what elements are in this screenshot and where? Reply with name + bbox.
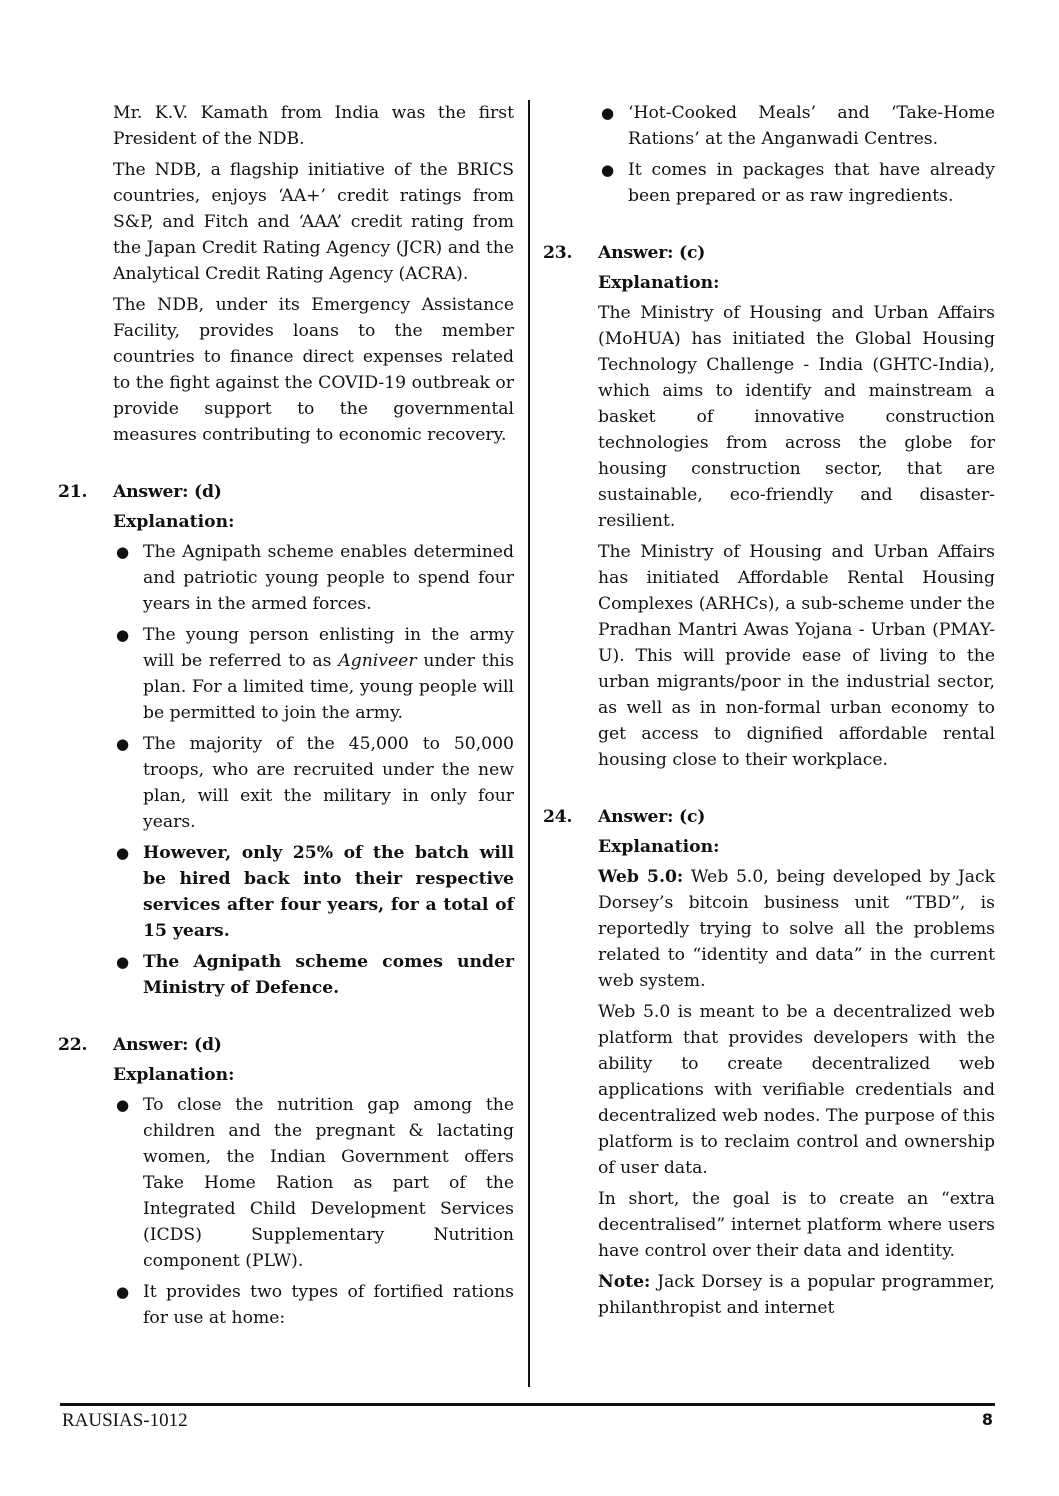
- intro-paragraph: Mr. K.V. Kamath from India was the first President of the NDB.: [113, 103, 514, 149]
- explanation-label: Explanation:: [113, 512, 235, 532]
- text-run: under this plan. For a limited time, young people will be permitted to join the army.: [143, 651, 515, 723]
- list-item: [113, 1279, 514, 1331]
- bullet-icon: ●: [116, 735, 130, 753]
- answer-heading-21: [58, 479, 514, 505]
- answer-heading-23: [543, 240, 995, 266]
- bullet-text: It comes in packages that have already been prepared or as raw ingredients.: [628, 160, 995, 206]
- list-item: [598, 100, 995, 152]
- question-number: 22.: [58, 1035, 88, 1055]
- note-paragraph: [543, 1269, 995, 1321]
- spacer: [58, 1006, 514, 1032]
- bullet-list-22: [58, 1092, 514, 1331]
- bullet-text: The Agnipath scheme enables determined and patriotic young people to spend four years in the armed forces.: [143, 542, 514, 614]
- bullet-text: [143, 625, 514, 723]
- web5-text: Web 5.0, being developed by Jack Dorsey’s bitcoin business unit “TBD”, is reportedly trying to solve all the problems related to “identity and data” in the current web system.: [598, 867, 995, 991]
- right-column: [543, 100, 995, 1326]
- spacer: [543, 214, 995, 240]
- bullet-text-bold: However, only 25% of the batch will be hired back into their respective services after four years, for a total of 15 years.: [143, 843, 514, 941]
- explanation-label: Explanation:: [113, 1065, 235, 1085]
- note-text: Jack Dorsey is a popular programmer, philanthropist and internet: [598, 1272, 995, 1318]
- explanation-paragraph: Web 5.0 is meant to be a decentralized web platform that provides developers with the ability to create decentralized web applications with verifiable credentials and decentralized web nodes. The purpose of this platform is to reclaim control and ownership of user data.: [598, 1002, 995, 1178]
- footer-code: RAUSIAS-1012: [62, 1410, 188, 1431]
- web5-label: Web 5.0:: [598, 867, 684, 887]
- list-item: [113, 949, 514, 1001]
- bullet-text: It provides two types of fortified rations for use at home:: [143, 1282, 514, 1328]
- answer-heading-24: [543, 804, 995, 830]
- bullet-text: The majority of the 45,000 to 50,000 troops, who are recruited under the new plan, will exit the military in only four years.: [143, 734, 514, 832]
- bullet-list-21: [58, 539, 514, 1001]
- intro-paragraph: The NDB, a flagship initiative of the BRICS countries, enjoys ‘AA+’ credit ratings from S&P, and Fitch and ‘AAA’ credit rating from the Japan Credit Rating Agency (JCR) and the Analytical Credit Rating Agency (ACRA).: [113, 160, 514, 284]
- column-divider: [528, 100, 530, 1387]
- bullet-icon: ●: [116, 543, 130, 561]
- footer-rule: [60, 1403, 995, 1406]
- list-item: [113, 840, 514, 944]
- answer-label: Answer: (d): [113, 482, 222, 502]
- answer-label: Answer: (c): [598, 243, 706, 263]
- note-label: Note:: [598, 1272, 651, 1292]
- bullet-icon: ●: [601, 104, 615, 122]
- question-number: 21.: [58, 482, 88, 502]
- web5-paragraph: [543, 864, 995, 994]
- page-number: 8: [981, 1410, 993, 1429]
- spacer: [543, 778, 995, 804]
- bullet-text: ‘Hot-Cooked Meals’ and ‘Take-Home Rations’ at the Anganwadi Centres.: [628, 103, 995, 149]
- answer-label: Answer: (c): [598, 807, 706, 827]
- answer-label: Answer: (d): [113, 1035, 222, 1055]
- list-item: [598, 157, 995, 209]
- bullet-list-22-continued: [543, 100, 995, 209]
- italic-term: Agniveer: [338, 651, 417, 671]
- list-item: [113, 731, 514, 835]
- bullet-text: To close the nutrition gap among the children and the pregnant & lactating women, the Indian Government offers Take Home Ration as part of the Integrated Child Development Services (ICDS) Supplementary Nutrition component (PLW).: [143, 1095, 514, 1271]
- spacer: [58, 453, 514, 479]
- intro-paragraph: The NDB, under its Emergency Assistance Facility, provides loans to the member countries to finance direct expenses related to the fight against the COVID-19 outbreak or provide support to the governmental measures contributing to economic recovery.: [113, 295, 514, 445]
- explanation-label: Explanation:: [598, 273, 720, 293]
- explanation-paragraph: The Ministry of Housing and Urban Affairs (MoHUA) has initiated the Global Housing Technology Challenge - India (GHTC-India), which aims to identify and mainstream a basket of innovative construction technologies from across the globe for housing construction sector, that are sustainable, eco-friendly and disaster-resilient.: [598, 303, 995, 531]
- bullet-icon: ●: [116, 953, 130, 971]
- list-item: [113, 539, 514, 617]
- list-item: [113, 1092, 514, 1274]
- bullet-icon: ●: [116, 1096, 130, 1114]
- bullet-icon: ●: [116, 844, 130, 862]
- left-column: [58, 100, 514, 1336]
- question-number: 24.: [543, 807, 573, 827]
- explanation-label: Explanation:: [598, 837, 720, 857]
- bullet-icon: ●: [116, 1283, 130, 1301]
- question-number: 23.: [543, 243, 573, 263]
- bullet-icon: ●: [601, 161, 615, 179]
- text-run: The young person enlisting in the army will be referred to as: [143, 625, 514, 671]
- bullet-text-bold: The Agnipath scheme comes under Ministry of Defence.: [143, 952, 514, 998]
- bullet-icon: ●: [116, 626, 130, 644]
- explanation-paragraph: In short, the goal is to create an “extra decentralised” internet platform where users have control over their data and identity.: [598, 1189, 995, 1261]
- list-item: [113, 622, 514, 726]
- explanation-paragraph: The Ministry of Housing and Urban Affairs has initiated Affordable Rental Housing Complexes (ARHCs), a sub-scheme under the Pradhan Mantri Awas Yojana - Urban (PMAY-U). This will provide ease of living to the urban migrants/poor in the industrial sector, as well as in non-formal urban economy to get access to dignified affordable rental housing close to their workplace.: [598, 542, 995, 770]
- answer-heading-22: [58, 1032, 514, 1058]
